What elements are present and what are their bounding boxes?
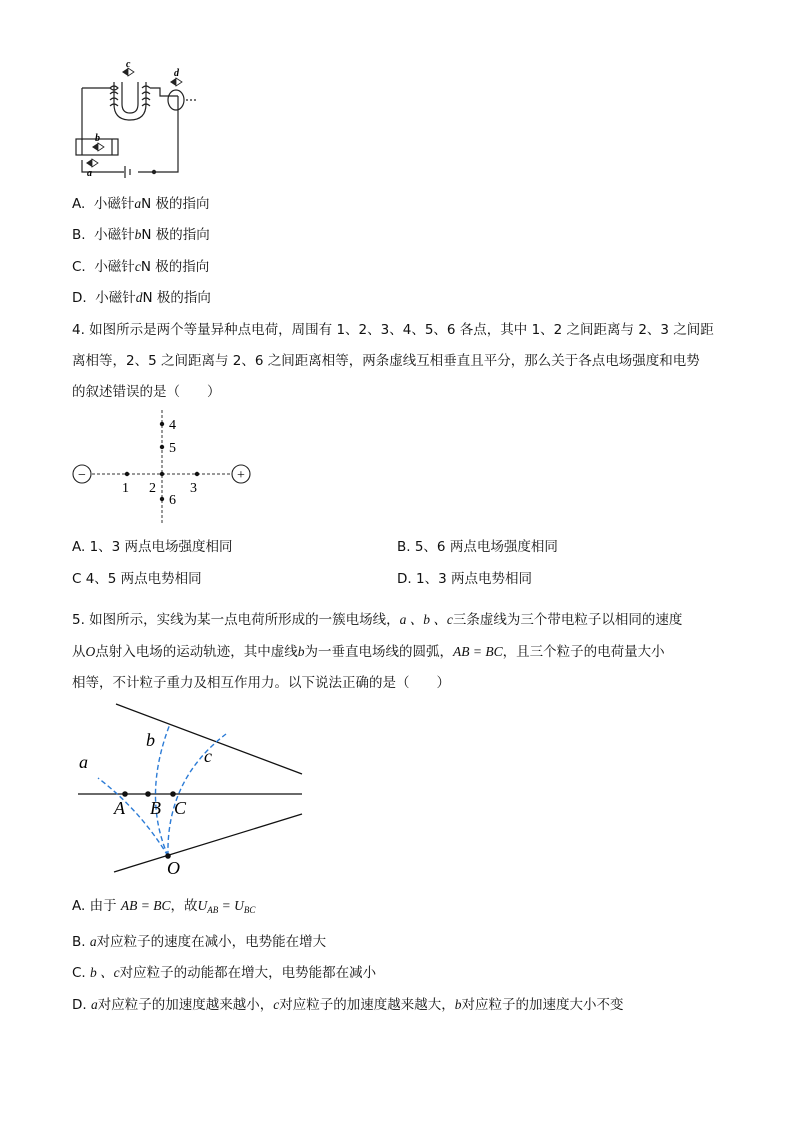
label-2: 2 bbox=[149, 481, 156, 496]
q5-option-b: B. a对应粒子的速度在减小，电势能在增大 bbox=[72, 934, 327, 950]
label-d: d bbox=[174, 68, 179, 79]
label-a: a bbox=[87, 168, 92, 179]
q5-option-c: C. b 、c对应粒子的动能都在增大，电势能都在减小 bbox=[72, 965, 377, 981]
needle-a-icon bbox=[86, 159, 92, 167]
trajectory-c bbox=[168, 734, 226, 856]
label-4: 4 bbox=[169, 418, 176, 433]
trajectory-b bbox=[155, 724, 170, 856]
q3-option-b: B. 小磁针bN 极的指向 bbox=[72, 227, 210, 243]
label-C: C bbox=[174, 798, 187, 818]
q4-stem-line-3: 的叙述错误的是（ ） bbox=[72, 384, 221, 400]
q3-option-c: C. 小磁针cN 极的指向 bbox=[72, 259, 210, 275]
neg-sign: − bbox=[78, 468, 86, 483]
point-C bbox=[170, 791, 176, 797]
point-4 bbox=[160, 422, 164, 426]
q3-option-d: D. 小磁针dN 极的指向 bbox=[72, 290, 211, 306]
label-O: O bbox=[167, 858, 180, 878]
switch-terminal bbox=[152, 170, 155, 173]
label-5: 5 bbox=[169, 441, 176, 456]
label-B: B bbox=[150, 798, 161, 818]
field-line-bottom bbox=[114, 814, 302, 872]
point-6 bbox=[160, 497, 164, 501]
q4-stem-line-2: 离相等，2、5 之间距离与 2、6 之间距离相等，两条虚线互相垂直且平分，那么关于各点电场强度和电势 bbox=[72, 353, 700, 369]
pos-sign: + bbox=[237, 468, 245, 483]
point-5 bbox=[160, 445, 164, 449]
label-6: 6 bbox=[169, 493, 176, 508]
u-core-outer bbox=[114, 82, 146, 120]
label-c: c bbox=[204, 746, 212, 766]
q4-option-b: B. 5、6 两点电场强度相同 bbox=[397, 539, 558, 555]
point-3 bbox=[195, 472, 199, 476]
label-A: A bbox=[114, 798, 125, 818]
wire-top-right bbox=[150, 88, 178, 96]
q5-stem-line-2: 从O点射入电场的运动轨迹，其中虚线b为一垂直电场线的圆弧，AB = BC，且三个粒子的电荷量大小 bbox=[72, 644, 665, 660]
needle-b-icon bbox=[92, 143, 98, 151]
needle-d-icon bbox=[170, 78, 176, 86]
q3-option-a: A. 小磁针aN 极的指向 bbox=[72, 196, 210, 212]
label-b: b bbox=[95, 133, 100, 144]
q5-stem-line-1: 5. 如图所示，实线为某一点电荷所形成的一簇电场线，a 、b 、c三条虚线为三个带电粒子以相同的速度 bbox=[72, 612, 683, 628]
label-b: b bbox=[146, 730, 155, 750]
label-1: 1 bbox=[122, 481, 129, 496]
q3-circuit-figure bbox=[70, 62, 200, 180]
wire-bottom-right bbox=[138, 96, 178, 172]
point-1 bbox=[125, 472, 129, 476]
q5-option-a: A. 由于 AB = BC，故$U_{AB} = U_{BC}$ bbox=[72, 898, 256, 915]
point-2 bbox=[160, 472, 164, 476]
q4-charges-figure bbox=[68, 406, 258, 526]
label-a: a bbox=[79, 752, 88, 772]
label-c: c bbox=[126, 62, 131, 70]
q5-option-d: D. a对应粒子的加速度越来越小，c对应粒子的加速度越来越大，b对应粒子的加速度大小不变 bbox=[72, 997, 624, 1013]
q4-option-d: D. 1、3 两点电势相同 bbox=[397, 571, 532, 587]
ring-d bbox=[168, 90, 184, 110]
label-3: 3 bbox=[190, 481, 197, 496]
point-A bbox=[122, 791, 128, 797]
q5-stem-line-3: 相等，不计粒子重力及相互作用力。以下说法正确的是（ ） bbox=[72, 675, 450, 691]
q4-stem-line-1: 4. 如图所示是两个等量异种点电荷，周围有 1、2、3、4、5、6 各点，其中 1、2 之间距离与 2、3 之间距 bbox=[72, 322, 714, 338]
point-B bbox=[145, 791, 151, 797]
q4-option-a: A. 1、3 两点电场强度相同 bbox=[72, 539, 233, 555]
u-core-inner bbox=[122, 82, 138, 113]
q5-field-figure bbox=[70, 700, 310, 880]
q4-option-c: C 4、5 两点电势相同 bbox=[72, 571, 202, 587]
